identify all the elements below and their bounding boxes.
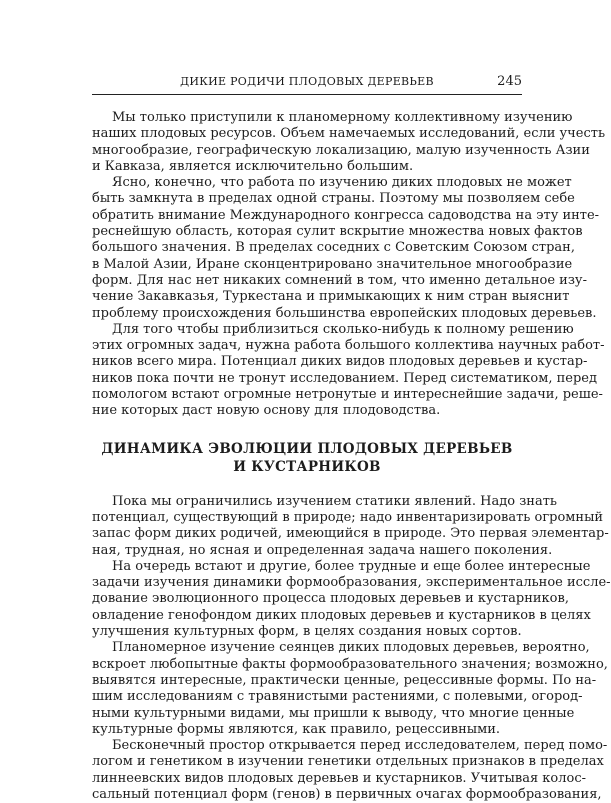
text-line: этих огромных задач, нужна работа большого коллектива научных работ-: [92, 338, 605, 354]
paragraph: [92, 738, 608, 803]
text-line: вскроет любопытные факты формообразовательного значения; возможно,: [92, 656, 608, 672]
text-line: задачи изучения динамики формообразования, экспериментальное иссле-: [92, 575, 611, 591]
text-line: ников всего мира. Потенциал диких видов плодовых деревьев и кустар-: [92, 354, 588, 370]
header-rule: [92, 94, 522, 95]
text-line: помологом встают огромные нетронутые и интереснейшие задачи, реше-: [92, 387, 603, 403]
paragraphs-after-heading: [92, 493, 611, 803]
page-number: 245: [497, 74, 522, 89]
text-line: шим исследованиям с травянистыми растениями, с полевыми, огород-: [92, 689, 583, 705]
paragraph: [92, 493, 609, 559]
text-line: форм. Для нас нет никаких сомнений в том, что именно детальное изу-: [92, 272, 587, 288]
text-line: ная, трудная, но ясная и определенная задача нашего поколения.: [92, 542, 553, 558]
paragraph: [92, 558, 611, 640]
paragraph: [92, 175, 600, 322]
text-line: Для того чтобы приблизиться сколько-нибудь к полному решению: [112, 321, 574, 337]
text-line: Мы только приступили к планомерному коллективному изучению: [112, 110, 573, 125]
text-line: ников пока почти не тронут исследованием. Перед систематиком, перед: [92, 370, 597, 386]
text-line: и Кавказа, является исключительно большим.: [92, 158, 414, 174]
text-line: Бесконечный простор открывается перед исследователем, перед помо-: [112, 738, 608, 754]
text-line: культурные формы являются, как правило, рецессивными.: [92, 721, 500, 737]
section-heading-line: И КУСТАРНИКОВ: [233, 458, 381, 475]
paragraph: [92, 321, 605, 420]
body-text: [92, 110, 611, 803]
text-line: логом и генетиком в изучении генетики отдельных признаков в пределах: [92, 754, 604, 770]
text-line: запас форм диких родичей, имеющийся в природе. Это первая элементар-: [92, 526, 609, 542]
text-line: обратить внимание Международного конгресса садоводства на эту инте-: [92, 207, 600, 223]
text-line: большого значения. В пределах соседних с Советским Союзом стран,: [92, 240, 575, 256]
paragraphs-before-heading: [92, 110, 606, 420]
text-line: потенциал, существующий в природе; надо инвентаризировать огромный: [92, 509, 604, 525]
text-line: Планомерное изучение сеянцев диких плодовых деревьев, вероятно,: [112, 640, 590, 656]
text-line: овладение генофондом диких плодовых деревьев и кустарников в целях: [92, 607, 591, 623]
section-heading: [92, 440, 522, 476]
text-line: выявятся интересные, практически ценные, рецессивные формы. По на-: [92, 672, 597, 688]
text-line: Ясно, конечно, что работа по изучению диких плодовых не может: [112, 175, 572, 191]
text-line: сальный потенциал форм (генов) в первичных очагах формообразования,: [92, 786, 602, 802]
text-line: ние которых даст новую основу для плодоводства.: [92, 403, 441, 419]
text-line: Пока мы ограничились изучением статики явлений. Надо знать: [112, 493, 557, 509]
text-line: многообразие, географическую локализацию, малую изученность Азии: [92, 142, 590, 158]
text-line: реснейшую область, которая сулит вскрытие множества новых фактов: [92, 224, 583, 240]
text-line: дование эволюционного процесса плодовых деревьев и кустарников,: [92, 591, 569, 607]
text-line: проблему происхождения большинства европейских плодовых деревьев.: [92, 305, 597, 321]
text-line: быть замкнута в пределах одной страны. Поэтому мы позволяем себе: [92, 191, 575, 207]
running-title: ДИКИЕ РОДИЧИ ПЛОДОВЫХ ДЕРЕВЬЕВ: [180, 75, 434, 88]
text-line: улучшения культурных форм, в целях создания новых сортов.: [92, 624, 522, 640]
text-line: наших плодовых ресурсов. Объем намечаемых исследований, если учесть: [92, 126, 606, 142]
paragraph: [92, 640, 608, 738]
section-heading-line: ДИНАМИКА ЭВОЛЮЦИИ ПЛОДОВЫХ ДЕРЕВЬЕВ: [101, 440, 513, 457]
text-line: чение Закавказья, Туркестана и примыкающих к ним стран выяснит: [92, 289, 570, 305]
text-line: линнеевских видов плодовых деревьев и кустарников. Учитывая колос-: [92, 770, 587, 786]
text-line: На очередь встают и другие, более трудные и еще более интересные: [112, 558, 591, 574]
text-line: ными культурными видами, мы пришли к выводу, что многие ценные: [92, 705, 575, 721]
running-head: [92, 74, 522, 96]
paragraph: [92, 110, 606, 175]
text-line: в Малой Азии, Иране сконцентрировано значительное многообразие: [92, 256, 573, 272]
